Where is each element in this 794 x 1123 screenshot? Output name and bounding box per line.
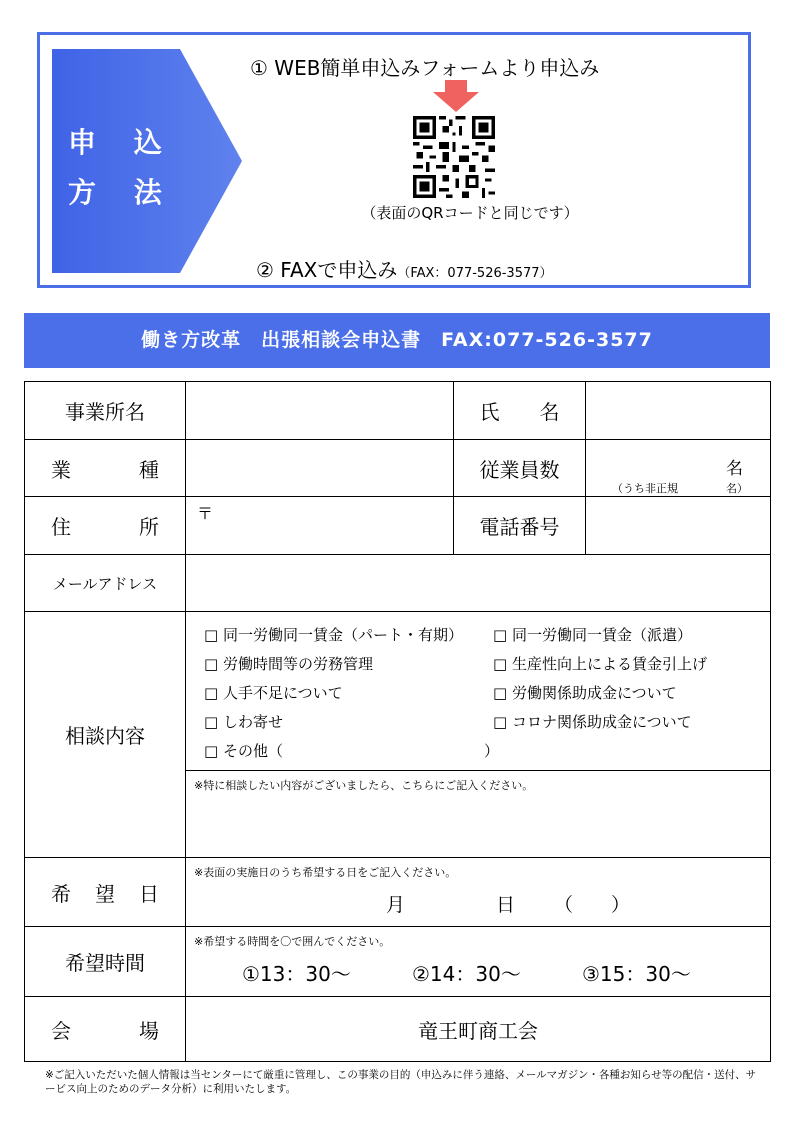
label-time: 希望時間 <box>24 926 186 997</box>
method-label-line2: 方 法 <box>68 176 176 209</box>
qr-code-icon[interactable] <box>413 116 495 198</box>
employees-unit: 名 <box>726 459 743 479</box>
qr-note: （表面のQRコードと同じです） <box>361 204 579 222</box>
label-employees: 従業員数 <box>453 439 586 497</box>
employees-field[interactable] <box>585 439 771 497</box>
check-equal-pay-part[interactable]: □ 同一労働同一賃金（パート・有期） <box>204 626 463 644</box>
check-other[interactable]: □ その他（ <box>204 742 283 760</box>
label-consult: 相談内容 <box>24 611 186 858</box>
time-option-3[interactable]: ③15：30～ <box>582 962 691 986</box>
label-venue: 会 場 <box>24 996 186 1062</box>
date-field[interactable] <box>185 857 771 927</box>
phone-field[interactable] <box>585 496 771 555</box>
check-labor-subsidy[interactable]: □ 労働関係助成金について <box>493 684 677 702</box>
privacy-note: ※ご記入いただいた個人情報は当センターにて厳重に管理し、この事業の目的（申込みに伴う連絡、メールマガジン・各種お知らせ等の配信・送付、サービス向上のためのデータ分析）に利用いたします。 <box>45 1069 757 1095</box>
time-field <box>185 926 771 997</box>
check-burden-shift[interactable]: □ しわ寄せ <box>204 713 283 731</box>
option1-web: ① WEB簡単申込みフォームより申込み <box>250 56 600 80</box>
address-field[interactable] <box>185 496 454 555</box>
date-month: 月 <box>386 894 406 916</box>
venue-value: 竜王町商工会 <box>185 996 771 1062</box>
option2-fax <box>256 254 553 283</box>
time-option-1[interactable]: ①13：30～ <box>242 962 351 986</box>
employees-sub: （うち非正規 <box>612 482 678 495</box>
other-close-paren: ） <box>484 742 500 760</box>
label-address: 住 所 <box>24 496 186 555</box>
check-working-hours[interactable]: □ 労働時間等の労務管理 <box>204 655 373 673</box>
time-option-2[interactable]: ②14：30～ <box>412 962 521 986</box>
industry-field[interactable] <box>185 439 454 497</box>
email-field[interactable] <box>185 554 771 612</box>
time-note: ※希望する時間を〇で囲んでください。 <box>194 935 391 948</box>
consult-detail-field[interactable] <box>185 770 771 858</box>
consult-checkbox-area <box>185 611 771 771</box>
down-arrow-icon <box>433 80 479 112</box>
label-industry: 業 種 <box>24 439 186 497</box>
date-note: ※表面の実施日のうち希望する日をご記入ください。 <box>194 866 457 879</box>
label-date: 希 望 日 <box>24 857 186 927</box>
option2-main: ② FAXで申込み <box>256 258 398 282</box>
check-equal-pay-dispatch[interactable]: □ 同一労働同一賃金（派遣） <box>493 626 692 644</box>
date-weekday: （ ） <box>554 894 631 916</box>
check-corona-subsidy[interactable]: □ コロナ関係助成金について <box>493 713 692 731</box>
consult-note: ※特に相談したい内容がございましたら、こちらにご記入ください。 <box>194 779 534 792</box>
business-name-field[interactable] <box>185 381 454 440</box>
date-day: 日 <box>496 894 516 916</box>
label-phone: 電話番号 <box>453 496 586 555</box>
label-name: 氏 名 <box>453 381 586 440</box>
method-label <box>68 118 178 218</box>
check-productivity-wage[interactable]: □ 生産性向上による賃金引上げ <box>493 655 707 673</box>
label-business-name: 事業所名 <box>24 381 186 440</box>
method-label-line1: 申 込 <box>68 126 176 159</box>
option2-fax-number: （FAX：077-526-3577） <box>397 266 553 281</box>
postal-mark: 〒 <box>197 504 214 523</box>
employees-sub-unit: 名） <box>726 482 748 495</box>
label-email: メールアドレス <box>24 554 186 612</box>
check-labor-shortage[interactable]: □ 人手不足について <box>204 684 343 702</box>
form-title-bar: 働き方改革 出張相談会申込書 FAX:077-526-3577 <box>24 313 770 368</box>
name-field[interactable] <box>585 381 771 440</box>
